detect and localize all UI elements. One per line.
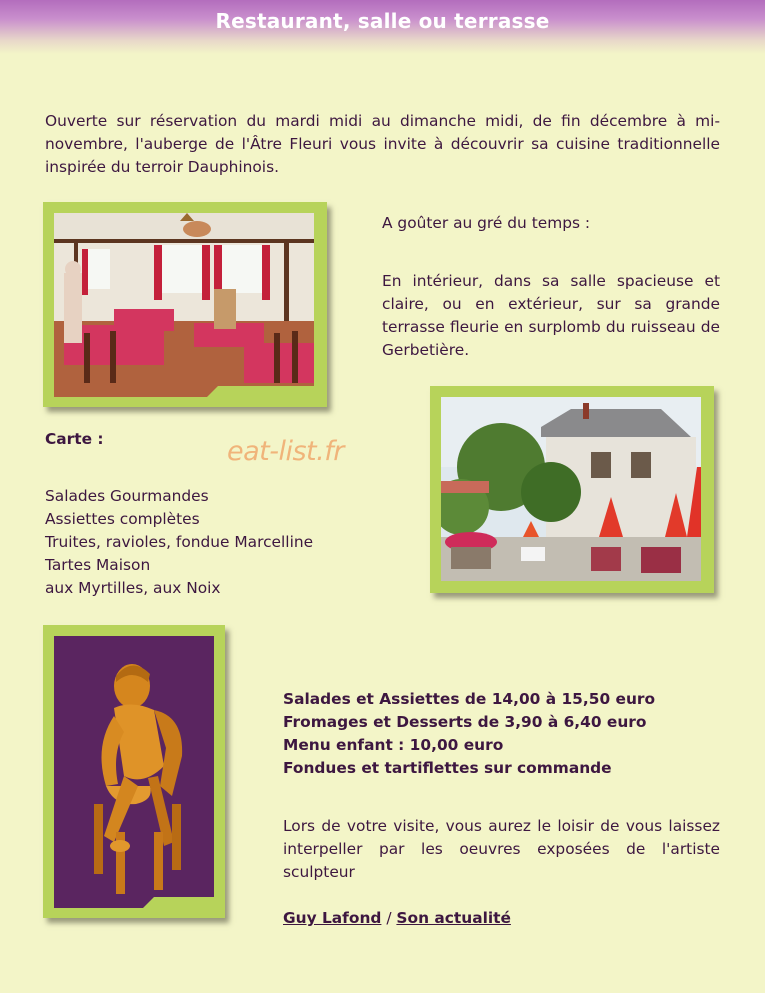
frame-notch (43, 625, 225, 918)
menu-item: Salades Gourmandes (45, 487, 209, 505)
artist-link[interactable]: Guy Lafond (283, 909, 382, 927)
menu-list (45, 485, 365, 600)
price-line: Menu enfant : 10,00 euro (283, 736, 504, 754)
sculpture-photo (43, 625, 225, 918)
news-link[interactable]: Son actualité (396, 909, 511, 927)
menu-title: Carte : (45, 430, 104, 448)
price-line: Fromages et Desserts de 3,90 à 6,40 euro (283, 713, 647, 731)
page-title: Restaurant, salle ou terrasse (215, 9, 550, 33)
terrace-photo (430, 386, 714, 593)
frame-notch (430, 386, 714, 593)
menu-item: aux Myrtilles, aux Noix (45, 579, 221, 597)
menu-item: Tartes Maison (45, 556, 151, 574)
intro-paragraph: Ouverte sur réservation du mardi midi au dimanche midi, de fin décembre à mi-novembre, l'auberge de l'Âtre Fleuri vous invite à découvrir sa cuisine traditionnelle inspirée du terroir Dauphinois. (45, 112, 720, 176)
watermark: eat-list.fr (227, 436, 344, 467)
price-line: Salades et Assiettes de 14,00 à 15,50 euro (283, 690, 656, 708)
taste-heading: A goûter au gré du temps : (382, 214, 591, 232)
frame-notch (43, 202, 327, 407)
page-header (0, 0, 765, 54)
artist-links (283, 907, 511, 930)
taste-text: En intérieur, dans sa salle spacieuse et claire, ou en extérieur, sur sa grande terrasse fleurie en surplomb du ruisseau de Gerbetière. (382, 272, 720, 359)
link-separator: / (381, 909, 397, 927)
price-line: Fondues et tartiflettes sur commande (283, 759, 612, 777)
dining-room-photo (43, 202, 327, 407)
menu-item: Truites, ravioles, fondue Marcelline (45, 533, 314, 551)
price-list (283, 688, 723, 780)
menu-item: Assiettes complètes (45, 510, 200, 528)
visit-text: Lors de votre visite, vous aurez le loisir de vous laissez interpeller par les oeuvres exposées de l'artiste sculpteur (283, 817, 720, 881)
